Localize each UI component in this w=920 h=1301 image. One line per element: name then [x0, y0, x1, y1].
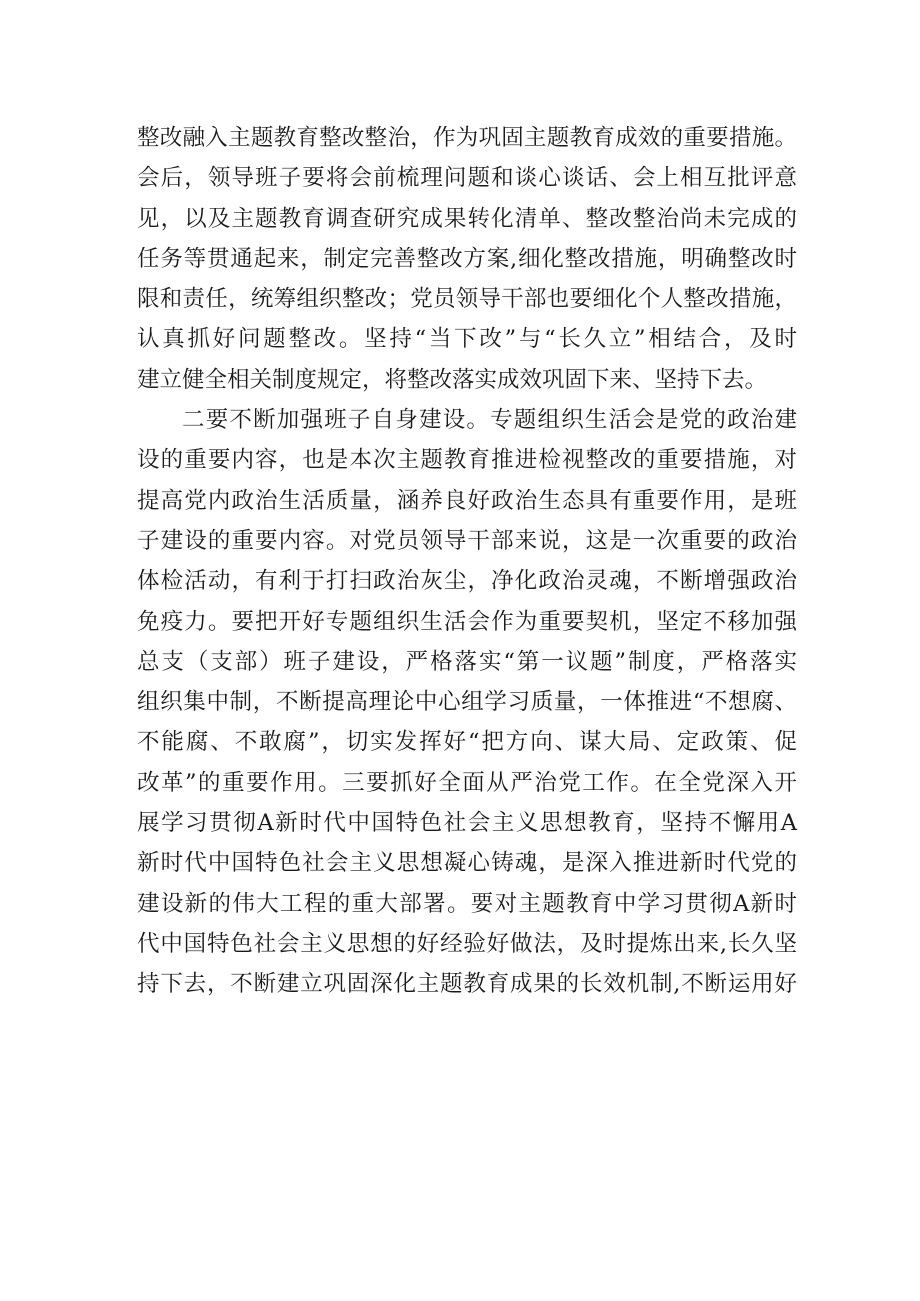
- text-line: 新时代中国特色社会主义思想凝心铸魂，是深入推进新时代党的: [137, 850, 797, 877]
- text-line: 认真抓好问题整改。坚持“当下改”与“长久立”相结合，及时: [137, 326, 797, 353]
- text-line: 限和责任，统筹组织整改；党员领导干部也要细化个人整改措施，: [137, 286, 797, 313]
- text-line: 体检活动，有利于打扫政治灰尘，净化政治灵魂，不断增强政治: [137, 568, 797, 595]
- text-line: 任务等贯通起来，制定完善整改方案,细化整改措施，明确整改时: [137, 245, 797, 272]
- text-line: 提高党内政治生活质量，涵养良好政治生态具有重要作用，是班: [137, 487, 797, 514]
- text-line: 建立健全相关制度规定，将整改落实成效巩固下来、坚持下去。: [137, 366, 768, 393]
- text-line: 展学习贯彻A新时代中国特色社会主义思想教育，坚持不懈用A: [137, 810, 797, 837]
- text-line: 改革”的重要作用。三要抓好全面从严治党工作。在全党深入开: [137, 769, 797, 796]
- text-line: 整改融入主题教育整改整治，作为巩固主题教育成效的重要措施。: [137, 125, 797, 151]
- text-line: 免疫力。要把开好专题组织生活会作为重要契机，坚定不移加强: [137, 608, 797, 635]
- body-text: [137, 118, 797, 1005]
- paragraph-first-line: 二要不断加强班子自身建设。专题组织生活会是党的政治建: [182, 407, 797, 434]
- text-line: 建设新的伟大工程的重大部署。要对主题教育中学习贯彻A新时: [137, 890, 797, 917]
- text-line: 设的重要内容，也是本次主题教育推进检视整改的重要措施，对: [137, 447, 797, 474]
- text-line: 总支（支部）班子建设，严格落实“第一议题”制度，严格落实: [137, 648, 797, 675]
- text-line: 会后，领导班子要将会前梳理问题和谈心谈话、会上相互批评意: [137, 165, 797, 192]
- text-line: 不能腐、不敢腐”，切实发挥好“把方向、谋大局、定政策、促: [137, 729, 797, 756]
- text-line: 代中国特色社会主义思想的好经验好做法，及时提炼出来,长久坚: [137, 930, 797, 957]
- text-line: 子建设的重要内容。对党员领导干部来说，这是一次重要的政治: [137, 527, 797, 554]
- text-line: 见，以及主题教育调查研究成果转化清单、整改整治尚未完成的: [137, 205, 797, 232]
- text-line: 组织集中制，不断提高理论中心组学习质量，一体推进“不想腐、: [137, 689, 797, 716]
- text-line: 持下去，不断建立巩固深化主题教育成果的长效机制,不断运用好: [137, 971, 797, 998]
